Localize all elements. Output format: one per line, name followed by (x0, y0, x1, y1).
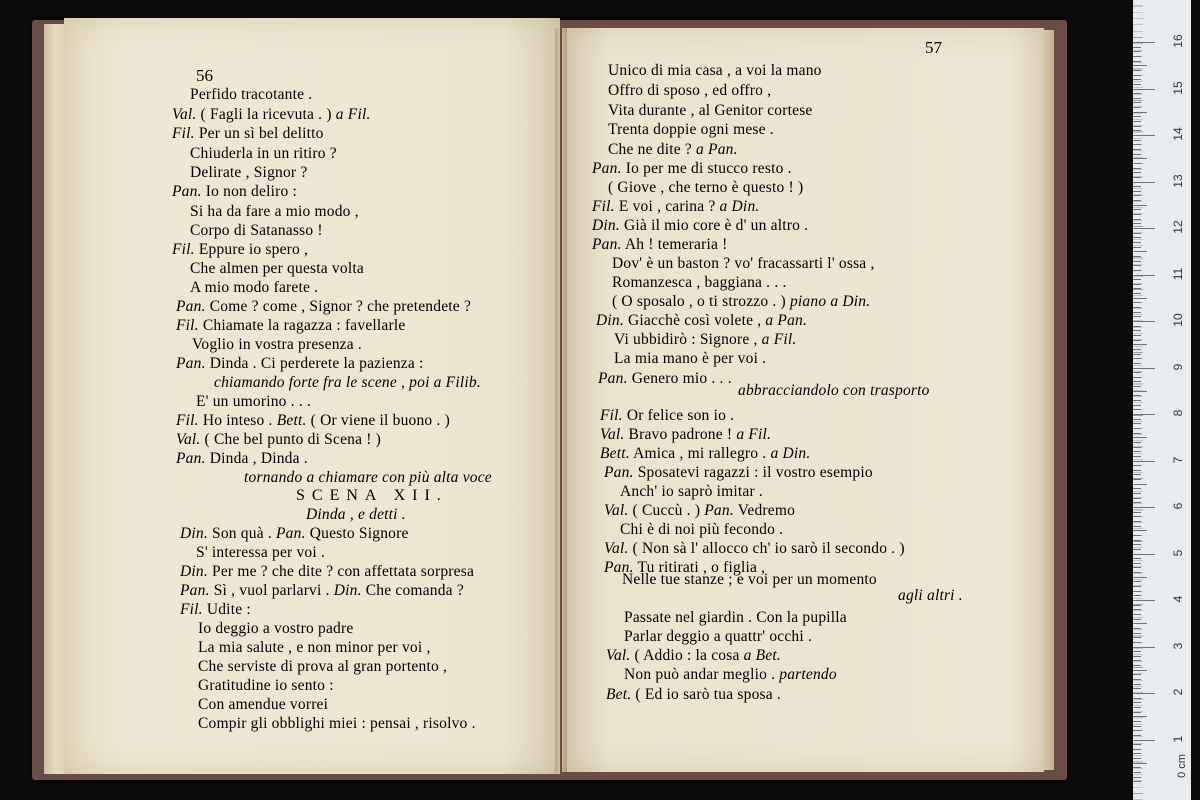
ruler-tick (1133, 386, 1141, 387)
ruler-tick (1133, 433, 1141, 434)
ruler-tick (1133, 307, 1141, 308)
ruler-tick (1133, 447, 1141, 448)
ruler-tick (1133, 344, 1147, 345)
measuring-ruler (1133, 0, 1191, 800)
ruler-number: 1 (1171, 735, 1185, 742)
ruler-number: 3 (1171, 642, 1185, 649)
ruler-tick (1133, 414, 1155, 415)
ruler-tick (1133, 121, 1141, 122)
ruler-tick (1133, 42, 1155, 43)
right-page-edges (1042, 30, 1054, 770)
ruler-tick (1133, 381, 1141, 382)
ruler-tick (1133, 372, 1141, 373)
ruler-tick (1133, 326, 1141, 327)
ruler-tick (1133, 130, 1141, 131)
ruler-tick (1133, 530, 1147, 531)
text-line: Val. ( Che bel punto di Scena ! ) (176, 431, 382, 448)
ruler-tick (1133, 247, 1141, 248)
ruler-tick (1133, 112, 1147, 113)
ruler-tick (1133, 516, 1141, 517)
ruler-tick (1133, 567, 1141, 568)
text-line: Che ne dite ? a Pan. (608, 141, 738, 158)
ruler-tick (1133, 93, 1141, 94)
ruler-tick (1133, 191, 1141, 192)
text-line: Chi è di noi più fecondo . (620, 521, 784, 538)
ruler-tick (1133, 349, 1141, 350)
text-line: Pan. Io per me di stucco resto . (592, 160, 792, 177)
stage-direction: abbracciandolo con trasporto (738, 382, 930, 399)
ruler-tick (1133, 614, 1141, 615)
text-line: ( O sposalo , o ti strozzo . ) piano a Din. (612, 293, 871, 310)
ruler-tick (1133, 219, 1141, 220)
ruler-tick (1133, 484, 1147, 485)
ruler-tick (1133, 628, 1141, 629)
ruler-tick (1133, 665, 1141, 666)
ruler-tick (1133, 182, 1155, 183)
ruler-tick (1133, 209, 1141, 210)
ruler-number: 13 (1171, 173, 1185, 188)
text-line: Corpo di Satanasso ! (190, 222, 323, 239)
text-line: Pan. Sì , vuol parlarvi . Din. Che comanda ? (180, 582, 464, 599)
ruler-tick (1133, 228, 1155, 229)
ruler-tick (1133, 251, 1147, 252)
ruler-tick (1133, 89, 1155, 90)
text-line: Bet. ( Ed io sarò tua sposa . (606, 686, 781, 703)
text-line: Trenta doppie ogni mese . (608, 121, 774, 138)
ruler-tick (1133, 279, 1141, 280)
text-line: Parlar deggio a quattr' occhi . (624, 628, 813, 645)
ruler-tick (1133, 163, 1141, 164)
text-line: Pan. Tu ritirati , o figlia , (604, 559, 766, 576)
ruler-tick (1133, 261, 1141, 262)
ruler-tick (1133, 172, 1141, 173)
ruler-tick (1133, 456, 1141, 457)
ruler-tick (1133, 767, 1141, 768)
ruler-tick (1133, 377, 1141, 378)
ruler-tick (1133, 47, 1141, 48)
ruler-tick (1133, 619, 1141, 620)
text-line: ( Giove , che terno è questo ! ) (608, 179, 804, 196)
ruler-tick (1133, 144, 1141, 145)
ruler-tick (1133, 330, 1141, 331)
ruler-tick (1133, 186, 1141, 187)
ruler-tick (1133, 75, 1141, 76)
text-line: Io deggio a vostro padre (198, 620, 354, 637)
ruler-tick (1133, 56, 1141, 57)
ruler-tick (1133, 465, 1141, 466)
ruler-tick (1133, 670, 1147, 671)
text-line: Vita durante , al Genitor cortese (608, 102, 813, 119)
book-gutter (555, 28, 567, 772)
ruler-number: 6 (1171, 502, 1185, 510)
ruler-tick (1133, 256, 1141, 257)
ruler-number: 10 (1171, 313, 1185, 327)
ruler-tick (1133, 84, 1141, 85)
ruler-tick (1133, 735, 1141, 736)
ruler-tick (1133, 302, 1141, 303)
ruler-tick (1133, 707, 1141, 708)
stage-direction: agli altri . (898, 587, 963, 604)
ruler-number: 2 (1171, 688, 1185, 696)
text-line: Dov' è un baston ? vo' fracassarti l' ossa , (612, 255, 875, 272)
ruler-tick (1133, 688, 1141, 689)
ruler-tick (1133, 395, 1141, 396)
text-line: Fil. Per un sì bel delitto (172, 125, 324, 142)
ruler-tick (1133, 772, 1141, 773)
left-page-number: 56 (196, 66, 213, 85)
text-line: Compir gli obblighi miei : pensai , risolvo . (198, 715, 476, 732)
ruler-tick (1133, 177, 1141, 178)
ruler-tick (1133, 358, 1141, 359)
stage-direction: chiamando forte fra le scene , poi a Filib. (214, 374, 481, 391)
ruler-tick (1133, 70, 1141, 71)
ruler-tick (1133, 158, 1147, 159)
text-line: Pan. Sposatevi ragazzi : il vostro esempio (604, 464, 873, 481)
scene-characters: Dinda , e detti . (306, 506, 406, 523)
ruler-tick (1133, 400, 1141, 401)
text-line: Anch' io saprò imitar . (620, 483, 763, 500)
ruler-tick (1133, 758, 1141, 759)
ruler-tick (1133, 554, 1155, 555)
ruler-tick (1133, 493, 1141, 494)
ruler-number: 7 (1171, 456, 1185, 463)
ruler-tick (1133, 693, 1155, 694)
text-line: S' interessa per voi . (196, 544, 326, 561)
ruler-tick (1133, 298, 1147, 299)
ruler-tick (1133, 512, 1141, 513)
ruler-tick (1133, 205, 1147, 206)
ruler-tick (1133, 428, 1141, 429)
ruler-tick (1133, 391, 1147, 392)
ruler-tick (1133, 149, 1141, 150)
ruler-tick (1133, 265, 1141, 266)
text-line: Vi ubbidirò : Signore , a Fil. (614, 331, 797, 348)
ruler-number: 11 (1171, 267, 1185, 280)
ruler-tick (1133, 563, 1141, 564)
text-line: Pan. Ah ! temeraria ! (592, 236, 728, 253)
ruler-tick (1133, 656, 1141, 657)
ruler-tick (1133, 502, 1141, 503)
ruler-tick (1133, 730, 1141, 731)
ruler-tick (1133, 195, 1141, 196)
text-line: Val. ( Cuccù . ) Pan. Vedremo (604, 502, 796, 519)
ruler-tick (1133, 600, 1155, 601)
text-line: Unico di mia casa , a voi la mano (608, 62, 822, 79)
ruler-tick (1133, 409, 1141, 410)
text-line: Pan. Come ? come , Signor ? che pretendete ? (176, 298, 472, 315)
text-line: Pan. Dinda , Dinda . (176, 450, 308, 467)
ruler-tick (1133, 674, 1141, 675)
ruler-tick (1133, 363, 1141, 364)
text-line: Fil. Or felice son io . (600, 407, 735, 424)
text-line: La mia mano è per voi . (614, 350, 767, 367)
text-line: Che serviste di prova al gran portento , (198, 658, 448, 675)
ruler-tick (1133, 479, 1141, 480)
ruler-tick (1133, 316, 1141, 317)
ruler-tick (1133, 242, 1141, 243)
ruler-tick (1133, 451, 1141, 452)
ruler-tick (1133, 200, 1141, 201)
ruler-tick (1133, 781, 1141, 782)
ruler-tick (1133, 340, 1141, 341)
ruler-tick (1133, 712, 1141, 713)
ruler-tick (1133, 740, 1155, 741)
text-line: Pan. Dinda . Ci perderete la pazienza : (176, 355, 424, 372)
ruler-tick (1133, 684, 1141, 685)
text-line: A mio modo farete . (190, 279, 319, 296)
text-line: Val. ( Addio : la cosa a Bet. (606, 647, 781, 664)
ruler-tick (1133, 288, 1141, 289)
ruler-tick (1133, 470, 1141, 471)
ruler-tick (1133, 623, 1147, 624)
text-line: Nelle tue stanze ; e voi per un momento (622, 571, 877, 588)
ruler-tick (1133, 586, 1141, 587)
ruler-tick (1133, 577, 1147, 578)
ruler-tick (1133, 275, 1155, 276)
ruler-tick (1133, 660, 1141, 661)
ruler-tick (1133, 498, 1141, 499)
ruler-number: 9 (1171, 363, 1185, 370)
text-line: Din. Giacchè così volete , a Pan. (596, 312, 808, 329)
ruler-tick (1133, 335, 1141, 336)
text-line: Gratitudine io sento : (198, 677, 334, 694)
ruler-tick (1133, 168, 1141, 169)
ruler-tick (1133, 581, 1141, 582)
ruler-tick (1133, 126, 1141, 127)
text-line: Fil. E voi , carina ? a Din. (592, 198, 760, 215)
ruler-tick (1133, 605, 1141, 606)
ruler-tick (1133, 749, 1141, 750)
ruler-tick (1133, 51, 1141, 52)
ruler-tick (1133, 753, 1141, 754)
text-line: Val. ( Fagli la ricevuta . ) a Fil. (172, 106, 371, 123)
ruler-tick (1133, 763, 1147, 764)
ruler-number: 12 (1171, 220, 1185, 234)
ruler-tick (1133, 233, 1141, 234)
ruler-tick (1133, 507, 1155, 508)
ruler-number: 8 (1171, 409, 1185, 417)
text-line: Offro di sposo , ed offro , (608, 82, 772, 99)
ruler-tick (1133, 698, 1141, 699)
ruler-tick (1133, 558, 1141, 559)
ruler-tick (1133, 744, 1141, 745)
text-line: La mia salute , e non minor per voi , (198, 639, 431, 656)
text-line: Perfido tracotante . (190, 86, 313, 103)
text-line: Din. Per me ? che dite ? con affettata sorpresa (180, 563, 475, 580)
ruler-tick (1133, 540, 1141, 541)
text-line: Romanzesca , baggiana . . . (612, 274, 787, 291)
ruler-number: 5 (1171, 549, 1185, 556)
ruler-number: 4 (1171, 595, 1185, 603)
text-line: Passate nel giardin . Con la pupilla (624, 609, 847, 626)
ruler-tick (1133, 223, 1141, 224)
ruler-tick (1133, 321, 1155, 322)
ruler-tick (1133, 354, 1141, 355)
ruler-tick (1133, 107, 1141, 108)
ruler-tick (1133, 442, 1141, 443)
ruler-tick (1133, 526, 1141, 527)
ruler-tick (1133, 423, 1141, 424)
ruler-tick (1133, 474, 1141, 475)
ruler-tick (1133, 154, 1141, 155)
ruler-tick (1133, 679, 1141, 680)
ruler-tick (1133, 214, 1141, 215)
ruler-tick (1133, 591, 1141, 592)
ruler-tick (1133, 461, 1155, 462)
ruler-tick (1133, 716, 1147, 717)
ruler-tick (1133, 647, 1155, 648)
ruler-tick (1133, 237, 1141, 238)
text-line: Fil. Chiamate la ragazza : favellarle (176, 317, 406, 334)
ruler-tick (1133, 702, 1141, 703)
ruler-tick (1133, 368, 1155, 369)
text-line: Din. Già il mio core è d' un altro . (592, 217, 809, 234)
ruler-tick (1133, 726, 1141, 727)
right-page-number: 57 (925, 38, 942, 57)
ruler-tick (1133, 312, 1141, 313)
ruler-tick (1133, 549, 1141, 550)
text-line: E' un umorino . . . (196, 393, 312, 410)
ruler-tick (1133, 595, 1141, 596)
ruler-tick (1133, 437, 1147, 438)
ruler-number: 15 (1171, 80, 1185, 95)
ruler-tick (1133, 651, 1141, 652)
ruler-tick (1133, 61, 1141, 62)
text-line: Che almen per questa volta (190, 260, 364, 277)
ruler-tick (1133, 535, 1141, 536)
ruler-tick (1133, 544, 1141, 545)
text-line: Pan. Genero mio . . . (598, 370, 732, 387)
ruler-tick (1133, 721, 1141, 722)
ruler-tick (1133, 79, 1141, 80)
text-line: Bett. Amica , mi rallegro . a Din. (600, 445, 811, 462)
text-line: Val. Bravo padrone ! a Fil. (600, 426, 772, 443)
ruler-tick (1133, 405, 1141, 406)
text-line: Delirate , Signor ? (190, 164, 308, 181)
scene-heading: SCENA XII. (296, 487, 448, 504)
text-line: Din. Son quà . Pan. Questo Signore (180, 525, 409, 542)
ruler-tick (1133, 65, 1147, 66)
ruler-tick (1133, 488, 1141, 489)
ruler-tick (1133, 98, 1141, 99)
ruler-tick (1133, 521, 1141, 522)
ruler-number: 14 (1171, 127, 1185, 141)
ruler-tick (1133, 284, 1141, 285)
text-line: Fil. Eppure io spero , (172, 241, 309, 258)
text-line: Non può andar meglio . partendo (624, 666, 837, 683)
ruler-tick (1133, 609, 1141, 610)
text-line: Si ha da fare a mio modo , (190, 203, 359, 220)
ruler-tick (1133, 135, 1155, 136)
ruler-number: 16 (1171, 34, 1185, 48)
ruler-tick (1133, 637, 1141, 638)
ruler-tick (1133, 102, 1141, 103)
ruler-tick (1133, 642, 1141, 643)
ruler-tick (1133, 293, 1141, 294)
text-line: Chiuderla in un ritiro ? (190, 145, 337, 162)
stage-direction: tornando a chiamare con più alta voce (244, 469, 492, 486)
ruler-tick (1133, 270, 1141, 271)
ruler-tick (1133, 572, 1141, 573)
ruler-tick (1133, 116, 1141, 117)
ruler-unit-label: 0 cm (1175, 754, 1188, 778)
text-line: Fil. Udite : (180, 601, 251, 618)
ruler-tick (1133, 633, 1141, 634)
ruler-tick (1133, 777, 1141, 778)
ruler-tick (1133, 419, 1141, 420)
text-line: Fil. Ho inteso . Bett. ( Or viene il buono . ) (176, 412, 450, 429)
text-line: Con amendue vorrei (198, 696, 329, 713)
ruler-tick (1133, 140, 1141, 141)
text-line: Voglio in vostra presenza . (192, 336, 362, 353)
text-line: Val. ( Non sà l' allocco ch' io sarò il secondo . ) (604, 540, 905, 557)
text-line: Pan. Io non deliro : (172, 183, 297, 200)
